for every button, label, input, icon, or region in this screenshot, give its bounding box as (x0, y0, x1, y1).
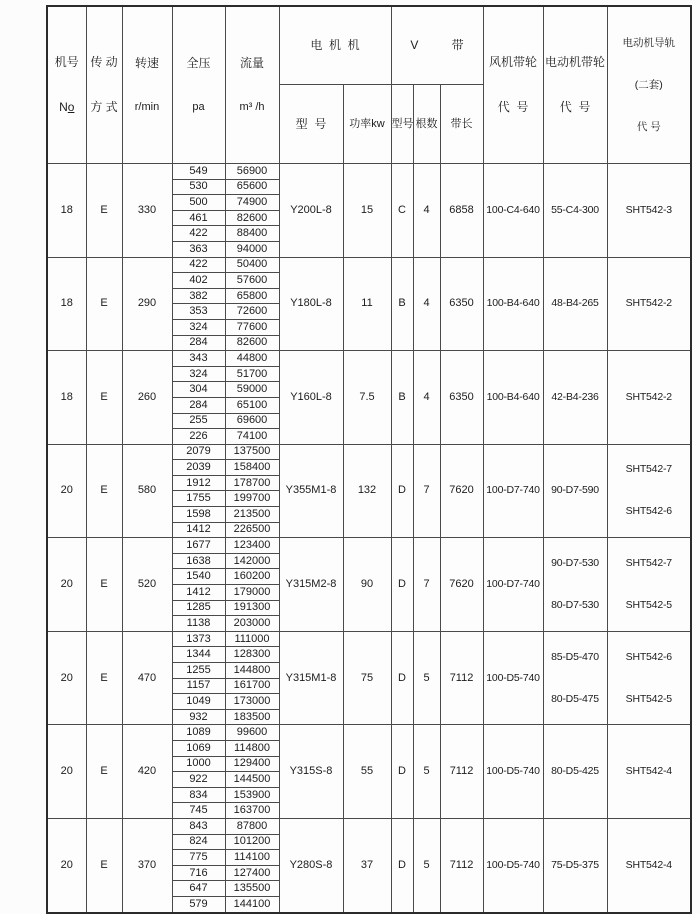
cell-fan-pulley-code: 100-B4-640 (483, 351, 543, 445)
cell-pressure: 1000 (172, 756, 225, 772)
cell-belt-length: 7620 (440, 538, 483, 632)
cell-rail (607, 351, 691, 445)
spec-subrow (47, 257, 691, 273)
cell-pressure: 2039 (172, 460, 225, 476)
cell-flow: 173000 (225, 694, 279, 710)
cell-pressure: 343 (172, 351, 225, 367)
cell-pressure: 1540 (172, 569, 225, 585)
cell-flow: 163700 (225, 803, 279, 819)
header-vbelt-group: V 带 (391, 6, 483, 85)
cell-belt-length: 6350 (440, 257, 483, 351)
cell-pressure: 1677 (172, 538, 225, 554)
cell-pressure: 647 (172, 881, 225, 897)
cell-flow: 199700 (225, 491, 279, 507)
rail-code-list (608, 823, 691, 907)
cell-rail (607, 164, 691, 258)
spec-subrow (47, 818, 691, 834)
cell-motor-power: 55 (343, 725, 391, 819)
cell-unit-no: 20 (47, 818, 86, 912)
header-unit-no-en: No (59, 100, 75, 114)
header-fan-pulley: 风机带轮 代 号 (483, 6, 543, 164)
cell-motor-model: Y355M1-8 (279, 444, 343, 538)
cell-speed: 520 (122, 538, 172, 632)
cell-belt-length: 7112 (440, 631, 483, 725)
cell-flow: 226500 (225, 522, 279, 538)
cell-flow: 111000 (225, 631, 279, 647)
cell-flow: 82600 (225, 210, 279, 226)
cell-unit-no: 20 (47, 444, 86, 538)
spec-subrow (47, 444, 691, 460)
cell-fan-pulley-code: 100-C4-640 (483, 164, 543, 258)
cell-rail (607, 444, 691, 538)
cell-flow: 135500 (225, 881, 279, 897)
cell-unit-no: 20 (47, 725, 86, 819)
spec-subrow (47, 538, 691, 554)
cell-pressure: 1412 (172, 585, 225, 601)
rail-code: SHT542-4 (625, 765, 672, 778)
header-motor-power: 功率kw (343, 85, 391, 164)
cell-pressure: 775 (172, 850, 225, 866)
rail-code: SHT542-6 (625, 505, 672, 518)
rail-code-list (608, 636, 691, 720)
cell-flow: 87800 (225, 818, 279, 834)
cell-pressure: 1412 (172, 522, 225, 538)
header-vbelt-model: 型号 (391, 85, 413, 164)
cell-rail (607, 257, 691, 351)
rail-code: SHT542-2 (625, 297, 672, 310)
cell-drive-mode: E (86, 444, 122, 538)
cell-belt-model: B (391, 351, 413, 445)
cell-drive-mode: E (86, 818, 122, 912)
cell-motor-model: Y200L-8 (279, 164, 343, 258)
rail-code: SHT542-7 (625, 557, 672, 570)
cell-motor-pulley (543, 538, 607, 632)
cell-drive-mode: E (86, 538, 122, 632)
cell-flow: 99600 (225, 725, 279, 741)
cell-belt-length: 7620 (440, 444, 483, 538)
cell-flow: 203000 (225, 616, 279, 632)
cell-fan-pulley-code: 100-D5-740 (483, 631, 543, 725)
cell-pressure: 843 (172, 818, 225, 834)
cell-pressure: 422 (172, 257, 225, 273)
cell-belt-length: 7112 (440, 725, 483, 819)
motor-pulley-code: 85-D5-470 (551, 650, 599, 663)
cell-belt-count: 4 (413, 257, 440, 351)
rail-code: SHT542-2 (625, 390, 672, 403)
cell-belt-model: D (391, 631, 413, 725)
cell-unit-no: 20 (47, 538, 86, 632)
cell-flow: 160200 (225, 569, 279, 585)
cell-fan-pulley-code: 100-D7-740 (483, 538, 543, 632)
cell-flow: 50400 (225, 257, 279, 273)
motor-pulley-code: 80-D5-475 (551, 692, 599, 705)
cell-flow: 101200 (225, 834, 279, 850)
rail-code: SHT542-6 (625, 650, 672, 663)
cell-motor-model: Y160L-8 (279, 351, 343, 445)
header-unit-no (47, 6, 86, 164)
cell-pressure: 255 (172, 413, 225, 429)
header-motor-group: 电 机 机 (279, 6, 391, 85)
cell-flow: 179000 (225, 585, 279, 601)
cell-pressure: 1089 (172, 725, 225, 741)
cell-flow: 88400 (225, 226, 279, 242)
motor-pulley-code: 90-D7-530 (551, 557, 599, 570)
cell-fan-pulley-code: 100-D5-740 (483, 818, 543, 912)
rail-code: SHT542-5 (625, 599, 672, 612)
cell-speed: 420 (122, 725, 172, 819)
cell-fan-pulley-code: 100-D7-740 (483, 444, 543, 538)
cell-drive-mode: E (86, 257, 122, 351)
header-rail: 电动机导轨 (二套) 代 号 (607, 6, 691, 164)
motor-pulley-code-list (544, 262, 607, 346)
cell-pressure: 1285 (172, 600, 225, 616)
cell-belt-count: 4 (413, 351, 440, 445)
cell-drive-mode: E (86, 725, 122, 819)
motor-pulley-code-list (544, 449, 607, 533)
cell-flow: 123400 (225, 538, 279, 554)
cell-pressure: 1255 (172, 663, 225, 679)
motor-pulley-code: 55-C4-300 (551, 203, 599, 216)
cell-drive-mode: E (86, 631, 122, 725)
cell-fan-pulley-code: 100-B4-640 (483, 257, 543, 351)
cell-belt-count: 5 (413, 725, 440, 819)
cell-flow: 77600 (225, 319, 279, 335)
cell-motor-model: Y280S-8 (279, 818, 343, 912)
header-flow: 流量 m³ /h (225, 6, 279, 164)
table-header (47, 6, 691, 164)
header-drive: 传 动 方 式 (86, 6, 122, 164)
cell-belt-count: 5 (413, 818, 440, 912)
cell-flow: 65600 (225, 179, 279, 195)
cell-flow: 114100 (225, 850, 279, 866)
header-pressure: 全压 pa (172, 6, 225, 164)
cell-pressure: 1138 (172, 616, 225, 632)
cell-belt-count: 7 (413, 538, 440, 632)
cell-speed: 260 (122, 351, 172, 445)
cell-pressure: 834 (172, 787, 225, 803)
cell-flow: 144100 (225, 896, 279, 912)
cell-motor-power: 37 (343, 818, 391, 912)
cell-motor-pulley (543, 725, 607, 819)
cell-belt-length: 6350 (440, 351, 483, 445)
cell-pressure: 1598 (172, 507, 225, 523)
cell-flow: 137500 (225, 444, 279, 460)
cell-belt-model: B (391, 257, 413, 351)
cell-belt-model: D (391, 538, 413, 632)
rail-code: SHT542-3 (625, 203, 672, 216)
cell-belt-count: 5 (413, 631, 440, 725)
cell-rail (607, 538, 691, 632)
cell-pressure: 1755 (172, 491, 225, 507)
cell-pressure: 824 (172, 834, 225, 850)
spec-subrow (47, 351, 691, 367)
motor-pulley-code-list (544, 355, 607, 439)
cell-belt-model: D (391, 444, 413, 538)
cell-rail (607, 631, 691, 725)
table-body (47, 164, 691, 913)
cell-belt-model: C (391, 164, 413, 258)
header-row-1 (47, 6, 691, 85)
cell-pressure: 1638 (172, 553, 225, 569)
cell-pressure: 1157 (172, 678, 225, 694)
cell-pressure: 922 (172, 772, 225, 788)
motor-pulley-code: 48-B4-265 (551, 297, 599, 310)
cell-belt-model: D (391, 725, 413, 819)
rail-code: SHT542-7 (625, 463, 672, 476)
cell-pressure: 461 (172, 210, 225, 226)
spec-subrow (47, 164, 691, 180)
header-vbelt-length: 带长 (440, 85, 483, 164)
fan-spec-table (46, 5, 692, 914)
rail-code-list (608, 449, 691, 533)
cell-motor-pulley (543, 444, 607, 538)
cell-pressure: 549 (172, 164, 225, 180)
cell-pressure: 284 (172, 397, 225, 413)
rail-code: SHT542-5 (625, 692, 672, 705)
cell-flow: 69600 (225, 413, 279, 429)
cell-speed: 580 (122, 444, 172, 538)
cell-pressure: 304 (172, 382, 225, 398)
cell-motor-power: 7.5 (343, 351, 391, 445)
rail-code-list (608, 543, 691, 627)
cell-flow: 144500 (225, 772, 279, 788)
cell-drive-mode: E (86, 164, 122, 258)
header-motor-pulley: 电动机带轮 代 号 (543, 6, 607, 164)
cell-flow: 59000 (225, 382, 279, 398)
cell-motor-power: 15 (343, 164, 391, 258)
cell-flow: 51700 (225, 366, 279, 382)
header-speed: 转速 r/min (122, 6, 172, 164)
cell-flow: 158400 (225, 460, 279, 476)
cell-flow: 94000 (225, 241, 279, 257)
cell-pressure: 422 (172, 226, 225, 242)
cell-belt-count: 4 (413, 164, 440, 258)
cell-motor-model: Y180L-8 (279, 257, 343, 351)
cell-flow: 161700 (225, 678, 279, 694)
cell-rail (607, 818, 691, 912)
cell-flow: 183500 (225, 709, 279, 725)
cell-motor-power: 75 (343, 631, 391, 725)
cell-motor-power: 11 (343, 257, 391, 351)
motor-pulley-code-list (544, 168, 607, 252)
motor-pulley-code: 75-D5-375 (551, 858, 599, 871)
cell-flow: 178700 (225, 475, 279, 491)
cell-speed: 370 (122, 818, 172, 912)
cell-flow: 127400 (225, 865, 279, 881)
motor-pulley-code-list (544, 636, 607, 720)
cell-belt-model: D (391, 818, 413, 912)
cell-motor-pulley (543, 631, 607, 725)
cell-pressure: 500 (172, 195, 225, 211)
cell-flow: 129400 (225, 756, 279, 772)
cell-rail (607, 725, 691, 819)
cell-pressure: 530 (172, 179, 225, 195)
cell-pressure: 1069 (172, 740, 225, 756)
cell-flow: 74100 (225, 429, 279, 445)
rail-code-list (608, 168, 691, 252)
cell-pressure: 1344 (172, 647, 225, 663)
cell-flow: 65800 (225, 288, 279, 304)
cell-flow: 191300 (225, 600, 279, 616)
cell-motor-pulley (543, 351, 607, 445)
cell-pressure: 324 (172, 319, 225, 335)
cell-motor-power: 90 (343, 538, 391, 632)
cell-flow: 114800 (225, 740, 279, 756)
rail-code-list (608, 355, 691, 439)
cell-unit-no: 18 (47, 164, 86, 258)
rail-code-list (608, 262, 691, 346)
cell-motor-pulley (543, 164, 607, 258)
motor-pulley-code-list (544, 543, 607, 627)
cell-flow: 56900 (225, 164, 279, 180)
cell-flow: 74900 (225, 195, 279, 211)
motor-pulley-code-list (544, 823, 607, 907)
cell-flow: 213500 (225, 507, 279, 523)
cell-pressure: 579 (172, 896, 225, 912)
cell-pressure: 932 (172, 709, 225, 725)
cell-flow: 82600 (225, 335, 279, 351)
cell-pressure: 284 (172, 335, 225, 351)
cell-pressure: 353 (172, 304, 225, 320)
cell-unit-no: 20 (47, 631, 86, 725)
motor-pulley-code: 80-D7-530 (551, 599, 599, 612)
cell-speed: 290 (122, 257, 172, 351)
cell-unit-no: 18 (47, 351, 86, 445)
cell-pressure: 1373 (172, 631, 225, 647)
cell-fan-pulley-code: 100-D5-740 (483, 725, 543, 819)
spec-subrow (47, 725, 691, 741)
cell-pressure: 2079 (172, 444, 225, 460)
cell-speed: 330 (122, 164, 172, 258)
rail-code-list (608, 730, 691, 814)
cell-motor-model: Y315M2-8 (279, 538, 343, 632)
cell-pressure: 745 (172, 803, 225, 819)
cell-belt-count: 7 (413, 444, 440, 538)
cell-pressure: 716 (172, 865, 225, 881)
cell-pressure: 324 (172, 366, 225, 382)
cell-motor-model: Y315M1-8 (279, 631, 343, 725)
header-vbelt-count: 根数 (413, 85, 440, 164)
cell-unit-no: 18 (47, 257, 86, 351)
motor-pulley-code: 80-D5-425 (551, 765, 599, 778)
cell-flow: 144800 (225, 663, 279, 679)
rail-code: SHT542-4 (625, 858, 672, 871)
header-unit-no-cn: 机号 (54, 55, 79, 69)
cell-flow: 57600 (225, 273, 279, 289)
cell-flow: 44800 (225, 351, 279, 367)
cell-drive-mode: E (86, 351, 122, 445)
cell-flow: 142000 (225, 553, 279, 569)
cell-pressure: 1912 (172, 475, 225, 491)
cell-belt-length: 7112 (440, 818, 483, 912)
cell-pressure: 226 (172, 429, 225, 445)
cell-pressure: 363 (172, 241, 225, 257)
cell-motor-model: Y315S-8 (279, 725, 343, 819)
cell-motor-pulley (543, 257, 607, 351)
cell-flow: 128300 (225, 647, 279, 663)
cell-flow: 153900 (225, 787, 279, 803)
cell-flow: 72600 (225, 304, 279, 320)
cell-pressure: 402 (172, 273, 225, 289)
cell-pressure: 1049 (172, 694, 225, 710)
motor-pulley-code: 42-B4-236 (551, 390, 599, 403)
motor-pulley-code-list (544, 730, 607, 814)
cell-motor-pulley (543, 818, 607, 912)
cell-flow: 65100 (225, 397, 279, 413)
cell-speed: 470 (122, 631, 172, 725)
header-motor-model: 型 号 (279, 85, 343, 164)
cell-motor-power: 132 (343, 444, 391, 538)
cell-belt-length: 6858 (440, 164, 483, 258)
spec-subrow (47, 631, 691, 647)
motor-pulley-code: 90-D7-590 (551, 484, 599, 497)
cell-pressure: 382 (172, 288, 225, 304)
